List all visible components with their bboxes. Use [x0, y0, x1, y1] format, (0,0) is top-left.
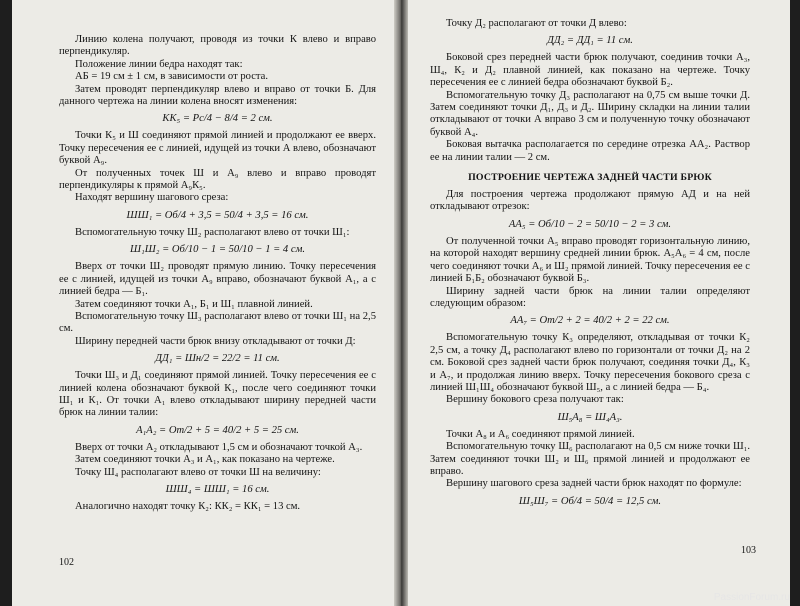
- paragraph: Затем соединяют точки А₃ и А₁, как показано на чертеже.: [75, 454, 335, 466]
- formula: Ш₅А₈ = Ш₄А₃.: [557, 411, 623, 423]
- paragraph: Для построения чертежа продолжают прямую АД и на ней откладывают отрезок:: [430, 189, 750, 213]
- formula: А₁А₂ = От/2 + 5 = 40/2 + 5 = 25 см.: [136, 424, 299, 436]
- formula: Ш₁Ш₂ = Об/10 − 1 = 50/10 − 1 = 4 см.: [130, 244, 305, 256]
- watermark: PassionForum.ru: [713, 592, 790, 603]
- paragraph: Вверх от точки Ш₂ проводят прямую линию. Точку пересечения ее с линией, идущей из точки А₉ вправо, обозначают буквой А₁, а с линией бедра — Б₁.: [59, 261, 376, 298]
- paragraph: Затем соединяют точки А₁, Б₁ и Ш₁ плавной линией.: [75, 298, 313, 310]
- paragraph: Положение линии бедра находят так:: [75, 58, 243, 70]
- book-gutter: [394, 0, 408, 606]
- paragraph: Вершину шагового среза задней части брюк находят по формуле:: [446, 478, 742, 490]
- paragraph: Боковой срез передней части брюк получают, соединив точки А₃, Ш₄, К₂ и Д₂ плавной линией, как показано на чертеже. Точку пересечения ее с линией бедра обозначают буквой Б₂.: [430, 52, 750, 89]
- paragraph: Вспомогательную точку Ш₃ располагают влево от точки Ш₁ на 2,5 см.: [59, 310, 376, 335]
- section-heading: ПОСТРОЕНИЕ ЧЕРТЕЖА ЗАДНЕЙ ЧАСТИ БРЮК: [468, 172, 712, 184]
- paragraph: Находят вершину шагового среза:: [75, 192, 229, 204]
- right-page: [408, 0, 790, 606]
- paragraph: Точку Д₂ располагают от точки Д влево:: [446, 18, 627, 29]
- paragraph: АБ = 19 см ± 1 см, в зависимости от роста.: [75, 71, 269, 83]
- paragraph: Вершину бокового среза получают так:: [446, 394, 624, 406]
- paragraph: Точки К₅ и Ш соединяют прямой линией и продолжают ее вверх. Точку пересечения ее с линией, идущей из точки А влево, обозначают буквой А₉.: [59, 130, 376, 167]
- paragraph: Затем проводят перпендикуляр влево и вправо от точки Б. Для данного чертежа на линии колена вносят изменения:: [59, 83, 376, 108]
- page-number: 103: [741, 545, 756, 556]
- paragraph: Вспомогательную точку Д₃ располагают на 0,75 см выше точки Д. Затем соединяют точки Д₁, Д₃ и Д₂. Ширину складки на линии талии откладывают от точки А вправо 3 см и полученную точку обозначают буквой А₄.: [430, 89, 750, 138]
- formula: ДД₁ = Шн/2 = 22/2 = 11 см.: [155, 353, 280, 365]
- formula: ШШ₄ = ШШ₁ = 16 см.: [165, 483, 270, 495]
- paragraph: От полученных точек Ш и А₉ влево и вправо проводят перпендикуляры к прямой А₉К₅.: [59, 167, 376, 192]
- paragraph: Аналогично находят точку К₂: КК₂ = КК₁ = 13 см.: [75, 500, 301, 512]
- paragraph: Вверх от точки А₂ откладывают 1,5 см и обозначают точкой А₃.: [75, 441, 363, 453]
- paragraph: Линию колена получают, проводя из точки К влево и вправо перпендикуляр.: [59, 34, 376, 58]
- paragraph: Вспомогательную точку К₃ определяют, откладывая от точки К₂ 2,5 см, а точку Д₄ располагают влево по горизонтали от точки Д₂ на 2 см. Боковой срез задней части брюк получают, соединяя точки Д₄, К₃ и А₇, и продолжая линию вверх. Точку пересечения бокового среза с линией Ш₁Ш₄ обозначают буквой Ш₅, а с линией бедра — Б₄.: [430, 332, 750, 393]
- paragraph: Вспомогательную точку Ш₂ располагают влево от точки Ш₁:: [75, 226, 350, 238]
- left-page: [12, 0, 394, 606]
- paragraph: Точки А₈ и А₆ соединяют прямой линией.: [446, 428, 635, 440]
- formula: ШШ₁ = Об/4 + 3,5 = 50/4 + 3,5 = 16 см.: [126, 209, 309, 221]
- paragraph: От полученной точки А₅ вправо проводят горизонтальную линию, на которой находят вершину средней линии брюк. А₅А₆ = 4 см, после чего соединяют точки А₆ и Ш₂ прямой линией. Точку пересечения ее с линией Б₁Б₂ обозначают буквой Б₃.: [430, 235, 750, 285]
- paragraph: Точки Ш₃ и Д₁ соединяют прямой линией. Точку пересечения ее с линией колена обозначают буквой К₁, после чего соединяют точки Ш₁ и К₁. От точки А₁ влево откладывают ширину передней части брюк на линии талии:: [59, 370, 376, 419]
- formula: ДД₂ = ДД₁ = 11 см.: [547, 35, 633, 47]
- page-number: 102: [59, 557, 74, 568]
- paragraph: Ширину задней части брюк на линии талии определяют следующим образом:: [430, 285, 750, 309]
- paragraph: Ширину передней части брюк внизу откладывают от точки Д:: [75, 335, 356, 347]
- paragraph: Боковая вытачка располагается по середине отрезка АА₂. Раствор ее на линии талии — 2 см.: [430, 139, 750, 163]
- formula: АА₇ = От/2 + 2 = 40/2 + 2 = 22 см.: [510, 315, 670, 327]
- paragraph: Вспомогательную точку Ш₆ располагают на 0,5 см ниже точки Ш₁. Затем соединяют точки Ш₂ и Ш₆ прямой линией и продолжают ее вправо.: [430, 441, 750, 477]
- formula: Ш₅Ш₇ = Об/4 = 50/4 = 12,5 см.: [518, 495, 662, 507]
- formula: АА₅ = Об/10 − 2 = 50/10 − 2 = 3 см.: [508, 218, 672, 230]
- formula: KK₅ = Рс/4 − 8/4 = 2 см.: [162, 113, 273, 125]
- paragraph: Точку Ш₄ располагают влево от точки Ш на величину:: [75, 466, 321, 478]
